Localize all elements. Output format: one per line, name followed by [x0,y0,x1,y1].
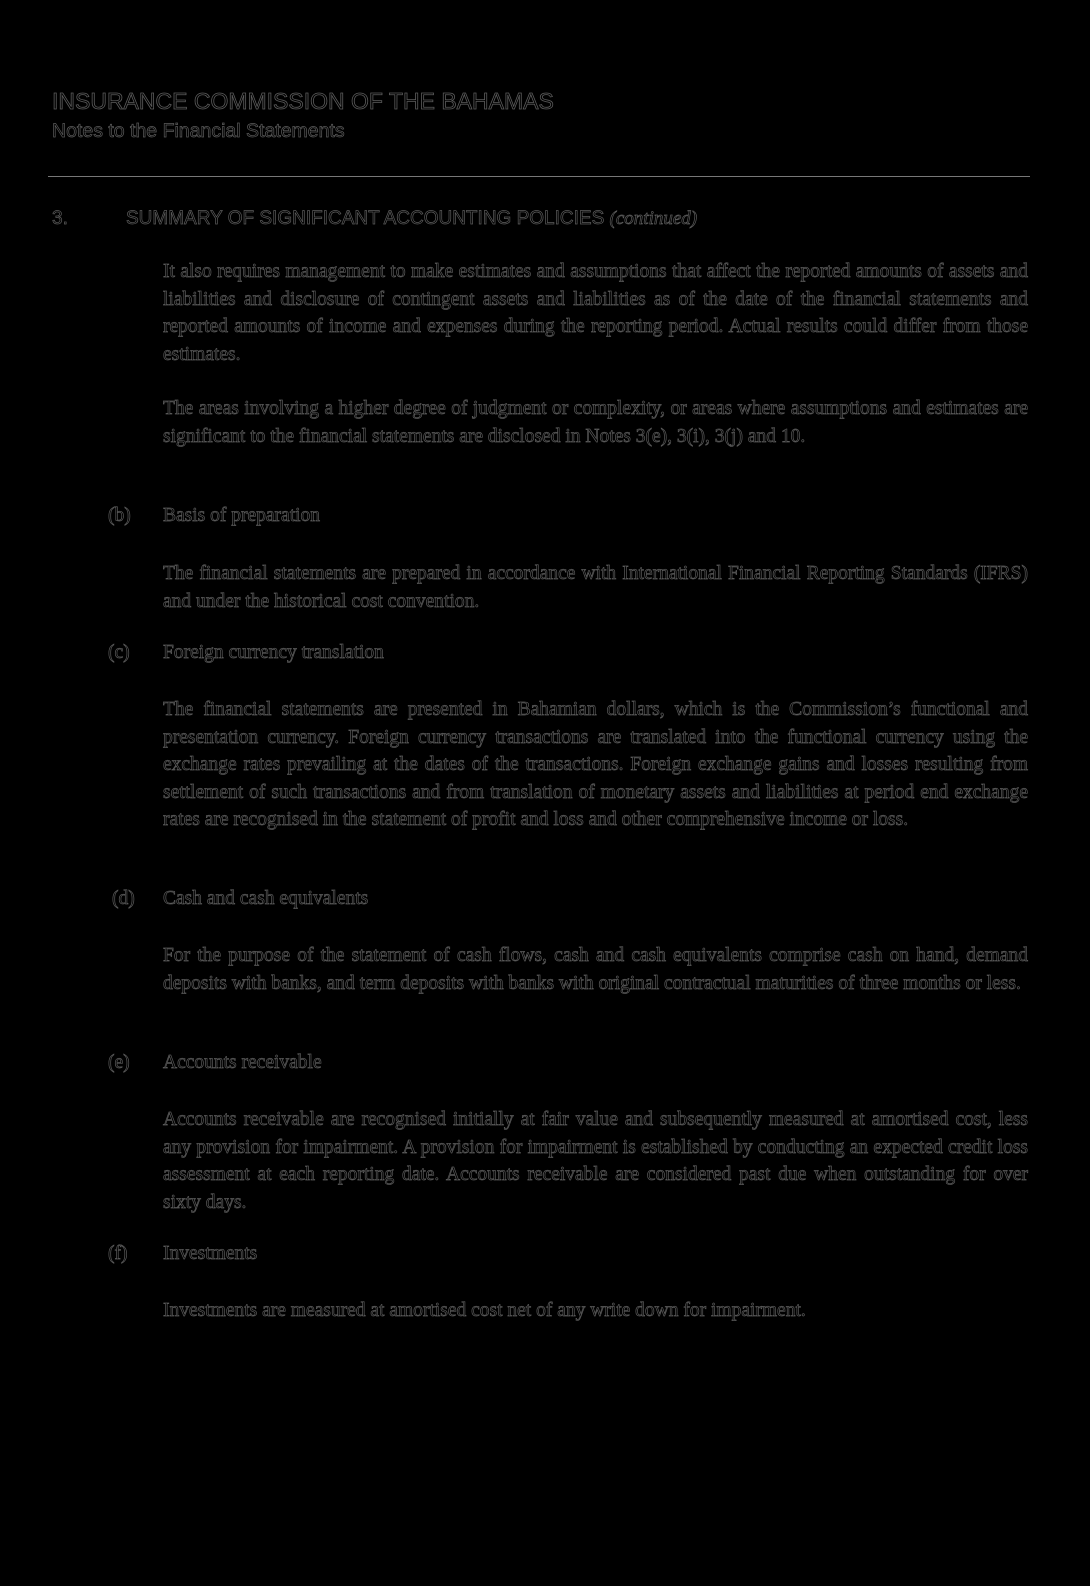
section-number: 3. [52,208,68,229]
subsection-body-e: Accounts receivable are recognised initially at fair value and subsequently measured at amortised cost, less any provision for impairment. A provision for impairment is established by conducting an expected credit loss assessment at each reporting date. Accounts receivable are considered past due when outstanding for over sixty days. [163,1109,1028,1213]
header-divider [48,176,1030,177]
subsection-heading-c: Foreign currency translation [163,642,384,663]
subsection-letter-c: (c) [108,642,130,663]
section-title-text: SUMMARY OF SIGNIFICANT ACCOUNTING POLICIES [126,208,605,229]
subsection-heading-d: Cash and cash equivalents [163,888,369,909]
subsection-body-f: Investments are measured at amortised cost net of any write down for impairment. [163,1300,806,1321]
subsection-body-b: The financial statements are prepared in accordance with International Financial Reporting Standards (IFRS) and under the historical cost convention. [163,563,1028,612]
subsection-body-d: For the purpose of the statement of cash flows, cash and cash equivalents comprise cash on hand, demand deposits with banks, and term deposits with banks with original contractual maturities of three months or less. [163,945,1028,994]
subsection-heading-b: Basis of preparation [163,505,321,526]
subsection-letter-f: (f) [108,1243,128,1264]
subsection-letter-d: (d) [112,888,135,909]
subsection-letter-e: (e) [108,1052,130,1073]
subsection-body-c: The financial statements are presented in Bahamian dollars, which is the Commission’s functional and presentation currency. Foreign currency transactions are translated into the functional currency using the exchange rates prevailing at the dates of the transactions. Foreign exchange gains and losses resulting from settlement of such transactions and from translation of monetary assets and liabilities at period end exchange rates are recognised in the statement of profit and loss and other comprehensive income or loss. [163,699,1028,831]
intro-paragraph-2: The areas involving a higher degree of judgment or complexity, or areas where assumptions and estimates are significant to the financial statements are disclosed in Notes 3(e), 3(i), 3(j) and 10. [163,398,1028,447]
intro-paragraph-1: It also requires management to make estimates and assumptions that affect the reported amounts of assets and liabilities and disclosure of contingent assets and liabilities as of the date of the financial statements and reported amounts of income and expenses during the reporting period. Actual results could differ from those estimates. [163,261,1028,365]
subsection-heading-f: Investments [163,1243,258,1264]
document-title: INSURANCE COMMISSION OF THE BAHAMAS [52,88,554,114]
subsection-heading-e: Accounts receivable [163,1052,322,1073]
section-title [126,208,697,230]
subsection-letter-b: (b) [108,505,131,526]
section-continued-label: (continued) [609,208,698,229]
document-subtitle: Notes to the Financial Statements [52,120,345,142]
